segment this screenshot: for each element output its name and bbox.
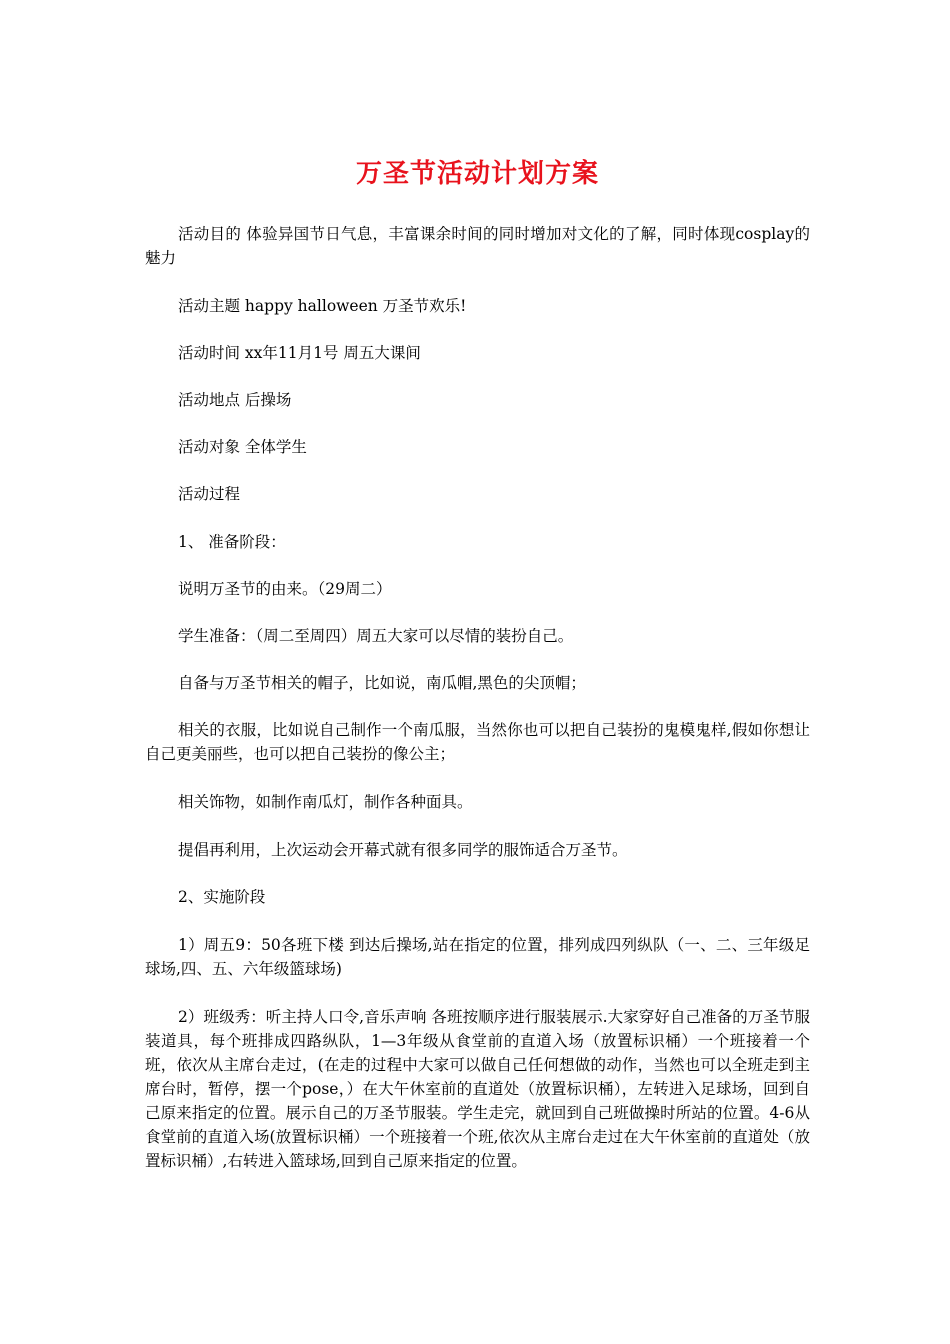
paragraph-implement-heading: 2、实施阶段 xyxy=(178,888,266,906)
paragraph-reuse: 提倡再利用，上次运动会开幕式就有很多同学的服饰适合万圣节。 xyxy=(178,841,628,859)
paragraph-process-heading: 活动过程 xyxy=(178,485,241,503)
paragraph-origin: 说明万圣节的由来。（29周二） xyxy=(178,580,392,598)
paragraph-clothes: 相关的衣服，比如说自己制作一个南瓜服，当然你也可以把自己装扮的鬼模鬼样,假如你想让自己更美丽些，也可以把自己装扮的像公主； xyxy=(145,721,810,763)
paragraph-purpose: 活动目的 体验异国节日气息，丰富课余时间的同时增加对文化的了解，同时体现cosplay的魅力 xyxy=(145,225,810,267)
paragraph-prep-heading: 1、 准备阶段： xyxy=(178,533,286,551)
paragraph-student-prep: 学生准备：（周二至周四）周五大家可以尽情的装扮自己。 xyxy=(178,627,574,645)
paragraph-theme: 活动主题 happy halloween 万圣节欢乐! xyxy=(178,297,467,315)
paragraph-location: 活动地点 后操场 xyxy=(178,391,292,409)
document-title: 万圣节活动计划方案 xyxy=(355,159,599,189)
paragraph-time: 活动时间 xx年11月1号 周五大课间 xyxy=(178,344,421,362)
paragraph-step-1: 1）周五9：50各班下楼 到达后操场,站在指定的位置，排列成四列纵队（一、二、三年级足球场,四、五、六年级篮球场) xyxy=(145,936,810,978)
paragraph-audience: 活动对象 全体学生 xyxy=(178,438,307,456)
paragraph-step-2: 2）班级秀：听主持人口令,音乐声响 各班按顺序进行服装展示.大家穿好自己准备的万圣节服装道具，每个班排成四路纵队，1—3年级从食堂前的直道入场（放置标识桶）一个班接着一个班，依次从主席台走过，(在走的过程中大家可以做自己任何想做的动作，当然也可以全班走到主席台时，暂停，摆一个pose，）在大午休室前的直道处（放置标识桶），左转进入足球场，回到自己原来指定的位置。展示自己的万圣节服装。学生走完，就回到自己班做操时所站的位置。4-6从食堂前的直道入场(放置标识桶）一个班接着一个班,依次从主席台走过在大午休室前的直道处（放置标识桶）,右转进入篮球场,回到自己原来指定的位置。 xyxy=(145,1008,810,1170)
paragraph-accessories: 相关饰物，如制作南瓜灯，制作各种面具。 xyxy=(178,793,473,811)
paragraph-hats: 自备与万圣节相关的帽子，比如说，南瓜帽,黑色的尖顶帽； xyxy=(178,674,586,692)
